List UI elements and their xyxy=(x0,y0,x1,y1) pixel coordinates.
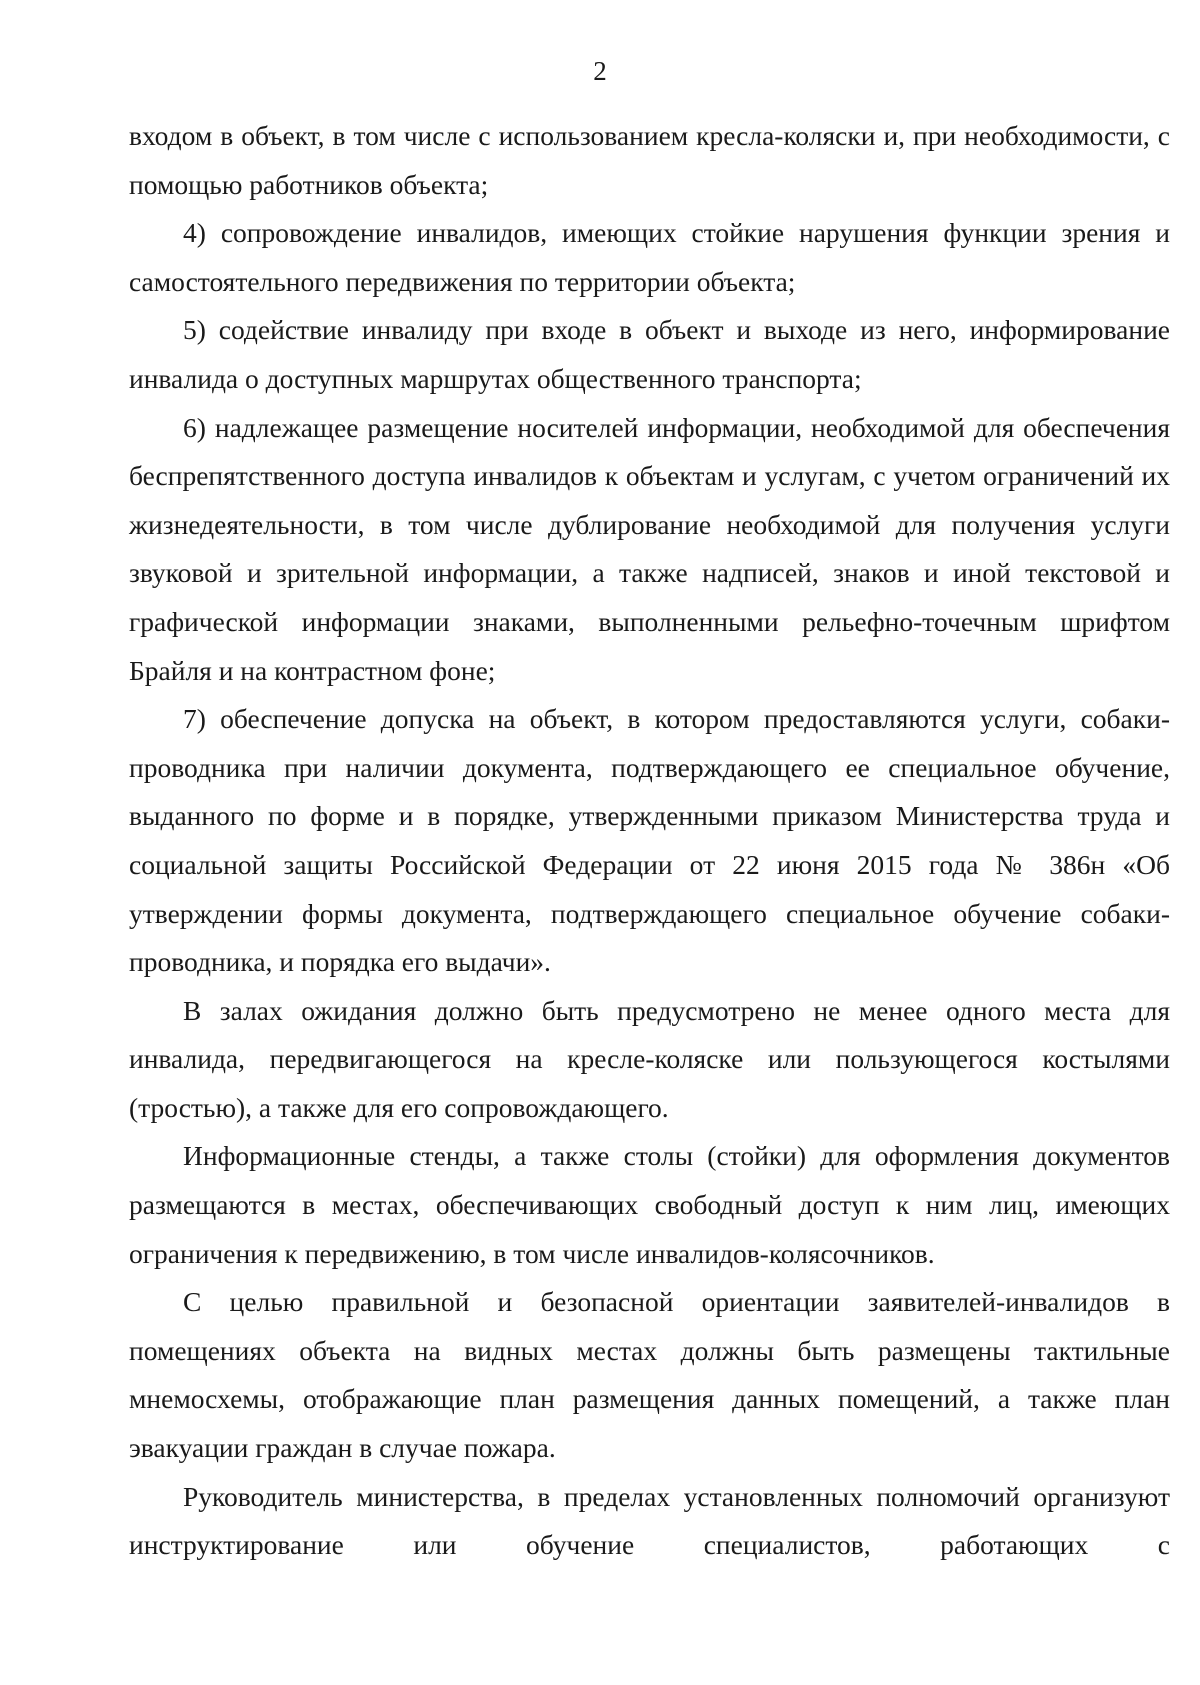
paragraph-waiting-rooms: В залах ожидания должно быть предусмотрено не менее одного места для инвалида, передвигающегося на кресле-коляске или пользующегося костылями (тростью), а также для его сопровождающего. xyxy=(129,994,1170,1123)
page-number: 2 xyxy=(593,56,607,86)
paragraph-item-6: 6) надлежащее размещение носителей информации, необходимой для обеспечения беспрепятственного доступа инвалидов к объектам и услугам, с учетом ограничений их жизнедеятельности, в том числе дублирование необходимой для получения услуги звуковой и зрительной информации, а также надписей, знаков и иной текстовой и графической информации знаками, выполненными рельефно-точечным шрифтом Брайля и на контрастном фоне; xyxy=(129,411,1170,686)
paragraph-item-5: 5) содействие инвалиду при входе в объект и выходе из него, информирование инвалида о доступных маршрутах общественного транспорта; xyxy=(129,314,1170,394)
document-body xyxy=(129,112,1170,1570)
paragraph-tactile-schemes: С целью правильной и безопасной ориентации заявителей-инвалидов в помещениях объекта на видных местах должны быть размещены тактильные мнемосхемы, отображающие план размещения данных помещений, а также план эвакуации граждан в случае пожара. xyxy=(129,1286,1170,1464)
paragraph-item-4: 4) сопровождение инвалидов, имеющих стойкие нарушения функции зрения и самостоятельного передвижения по территории объекта; xyxy=(129,217,1170,297)
paragraph-information-stands: Информационные стенды, а также столы (стойки) для оформления документов размещаются в местах, обеспечивающих свободный доступ к ним лиц, имеющих ограничения к передвижению, в том числе инвалидов-колясочников. xyxy=(129,1140,1170,1269)
paragraph-item-7: 7) обеспечение допуска на объект, в котором предоставляются услуги, собаки-проводника при наличии документа, подтверждающего ее специальное обучение, выданного по форме и в порядке, утвержденными приказом Министерства труда и социальной защиты Российской Федерации от 22 июня 2015 года № 386н «Об утверждении формы документа, подтверждающего специальное обучение собаки-проводника, и порядка его выдачи». xyxy=(129,703,1170,978)
paragraph-management-instruction: Руководитель министерства, в пределах установленных полномочий организуют инструктирование или обучение специалистов, работающих с xyxy=(129,1480,1170,1561)
paragraph-continuation: входом в объект, в том числе с использованием кресла-коляски и, при необходимости, с помощью работников объекта; xyxy=(129,120,1170,200)
